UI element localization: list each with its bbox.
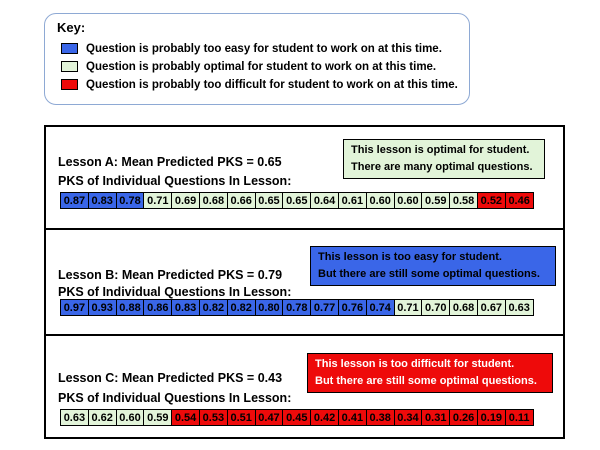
- lesson-c-question-14-pks: 0.31: [421, 409, 450, 426]
- lesson-c-question-5-pks: 0.54: [171, 409, 200, 426]
- lesson-a-question-1-pks: 0.87: [60, 192, 89, 209]
- lesson-b-question-8-pks: 0.80: [255, 299, 284, 316]
- lesson-a-question-13-pks: 0.60: [394, 192, 423, 209]
- lesson-c-question-10-pks: 0.42: [310, 409, 339, 426]
- lesson-a-question-16-pks: 0.52: [477, 192, 506, 209]
- key-label-optimal: Question is probably optimal for student to work on at this time.: [86, 60, 437, 73]
- lesson-a-question-5-pks: 0.69: [171, 192, 200, 209]
- lesson-a-question-10-pks: 0.64: [310, 192, 339, 209]
- lesson-c-question-16-pks: 0.19: [477, 409, 506, 426]
- lesson-a-panel: [46, 127, 563, 228]
- lesson-c-question-3-pks: 0.60: [116, 409, 145, 426]
- key-item-difficult: [61, 77, 458, 92]
- lesson-c-question-6-pks: 0.53: [199, 409, 228, 426]
- lesson-b-question-11-pks: 0.76: [338, 299, 367, 316]
- swatch-difficult: [61, 79, 78, 90]
- lesson-c-question-2-pks: 0.62: [88, 409, 117, 426]
- lesson-b-question-10-pks: 0.77: [310, 299, 339, 316]
- lesson-a-question-14-pks: 0.59: [421, 192, 450, 209]
- lesson-a-question-4-pks: 0.71: [143, 192, 172, 209]
- lesson-c-question-12-pks: 0.38: [366, 409, 395, 426]
- lesson-b-note-line-1: This lesson is too easy for student.: [318, 251, 502, 263]
- lesson-b-question-7-pks: 0.82: [227, 299, 256, 316]
- swatch-optimal: [61, 61, 78, 72]
- lesson-a-note-line-1: This lesson is optimal for student.: [351, 144, 530, 156]
- lesson-c-title: Lesson C: Mean Predicted PKS = 0.43: [58, 371, 283, 385]
- lesson-c-question-17-pks: 0.11: [505, 409, 534, 426]
- lesson-c-question-1-pks: 0.63: [60, 409, 89, 426]
- lesson-a-question-8-pks: 0.65: [255, 192, 284, 209]
- lesson-c-question-4-pks: 0.59: [143, 409, 172, 426]
- lesson-c-question-7-pks: 0.51: [227, 409, 256, 426]
- lesson-b-question-5-pks: 0.83: [171, 299, 200, 316]
- lesson-b-question-13-pks: 0.71: [394, 299, 423, 316]
- lesson-b-question-6-pks: 0.82: [199, 299, 228, 316]
- lesson-c-subtitle: PKS of Individual Questions In Lesson:: [58, 391, 292, 405]
- lesson-b-title: Lesson B: Mean Predicted PKS = 0.79: [58, 268, 283, 282]
- lesson-b-subtitle: PKS of Individual Questions In Lesson:: [58, 285, 292, 299]
- lesson-b-note: [310, 246, 556, 286]
- lesson-a-question-7-pks: 0.66: [227, 192, 256, 209]
- lesson-b-question-16-pks: 0.67: [477, 299, 506, 316]
- lessons-container: [44, 125, 565, 439]
- lesson-a-question-2-pks: 0.83: [88, 192, 117, 209]
- lesson-b-panel: [46, 228, 563, 334]
- lesson-b-question-4-pks: 0.86: [143, 299, 172, 316]
- key-label-difficult: Question is probably too difficult for student to work on at this time.: [86, 78, 458, 91]
- lesson-c-question-13-pks: 0.34: [394, 409, 423, 426]
- key-item-optimal: [61, 59, 436, 74]
- lesson-b-question-12-pks: 0.74: [366, 299, 395, 316]
- lesson-c-note: [307, 353, 553, 393]
- lesson-a-question-17-pks: 0.46: [505, 192, 534, 209]
- lesson-a-note-line-2: There are many optimal questions.: [351, 161, 533, 173]
- lesson-a-question-12-pks: 0.60: [366, 192, 395, 209]
- lesson-b-note-line-2: But there are still some optimal questions.: [318, 268, 540, 280]
- lesson-a-note: [343, 139, 545, 179]
- lesson-c-question-8-pks: 0.47: [255, 409, 284, 426]
- lesson-c-question-row: [60, 409, 533, 426]
- lesson-c-note-line-2: But there are still some optimal questions.: [315, 375, 537, 387]
- key-legend: [44, 13, 470, 105]
- swatch-easy: [61, 43, 78, 54]
- lesson-a-subtitle: PKS of Individual Questions In Lesson:: [58, 174, 292, 188]
- lesson-b-question-1-pks: 0.97: [60, 299, 89, 316]
- lesson-a-title: Lesson A: Mean Predicted PKS = 0.65: [58, 155, 282, 169]
- key-label-easy: Question is probably too easy for student to work on at this time.: [86, 42, 442, 55]
- lesson-c-question-9-pks: 0.45: [282, 409, 311, 426]
- key-title: Key:: [57, 20, 86, 35]
- lesson-b-question-14-pks: 0.70: [421, 299, 450, 316]
- lesson-c-panel: [46, 334, 563, 437]
- lesson-a-question-9-pks: 0.65: [282, 192, 311, 209]
- lesson-c-question-11-pks: 0.41: [338, 409, 367, 426]
- lesson-b-question-15-pks: 0.68: [449, 299, 478, 316]
- lesson-b-question-17-pks: 0.63: [505, 299, 534, 316]
- lesson-a-question-6-pks: 0.68: [199, 192, 228, 209]
- lesson-b-question-9-pks: 0.78: [282, 299, 311, 316]
- lesson-b-question-row: [60, 299, 533, 316]
- lesson-c-note-line-1: This lesson is too difficult for student.: [315, 358, 515, 370]
- lesson-c-question-15-pks: 0.26: [449, 409, 478, 426]
- key-item-easy: [61, 41, 442, 56]
- lesson-b-question-2-pks: 0.93: [88, 299, 117, 316]
- lesson-a-question-3-pks: 0.78: [116, 192, 145, 209]
- lesson-a-question-11-pks: 0.61: [338, 192, 367, 209]
- lesson-b-question-3-pks: 0.88: [116, 299, 145, 316]
- lesson-a-question-row: [60, 192, 533, 209]
- lesson-a-question-15-pks: 0.58: [449, 192, 478, 209]
